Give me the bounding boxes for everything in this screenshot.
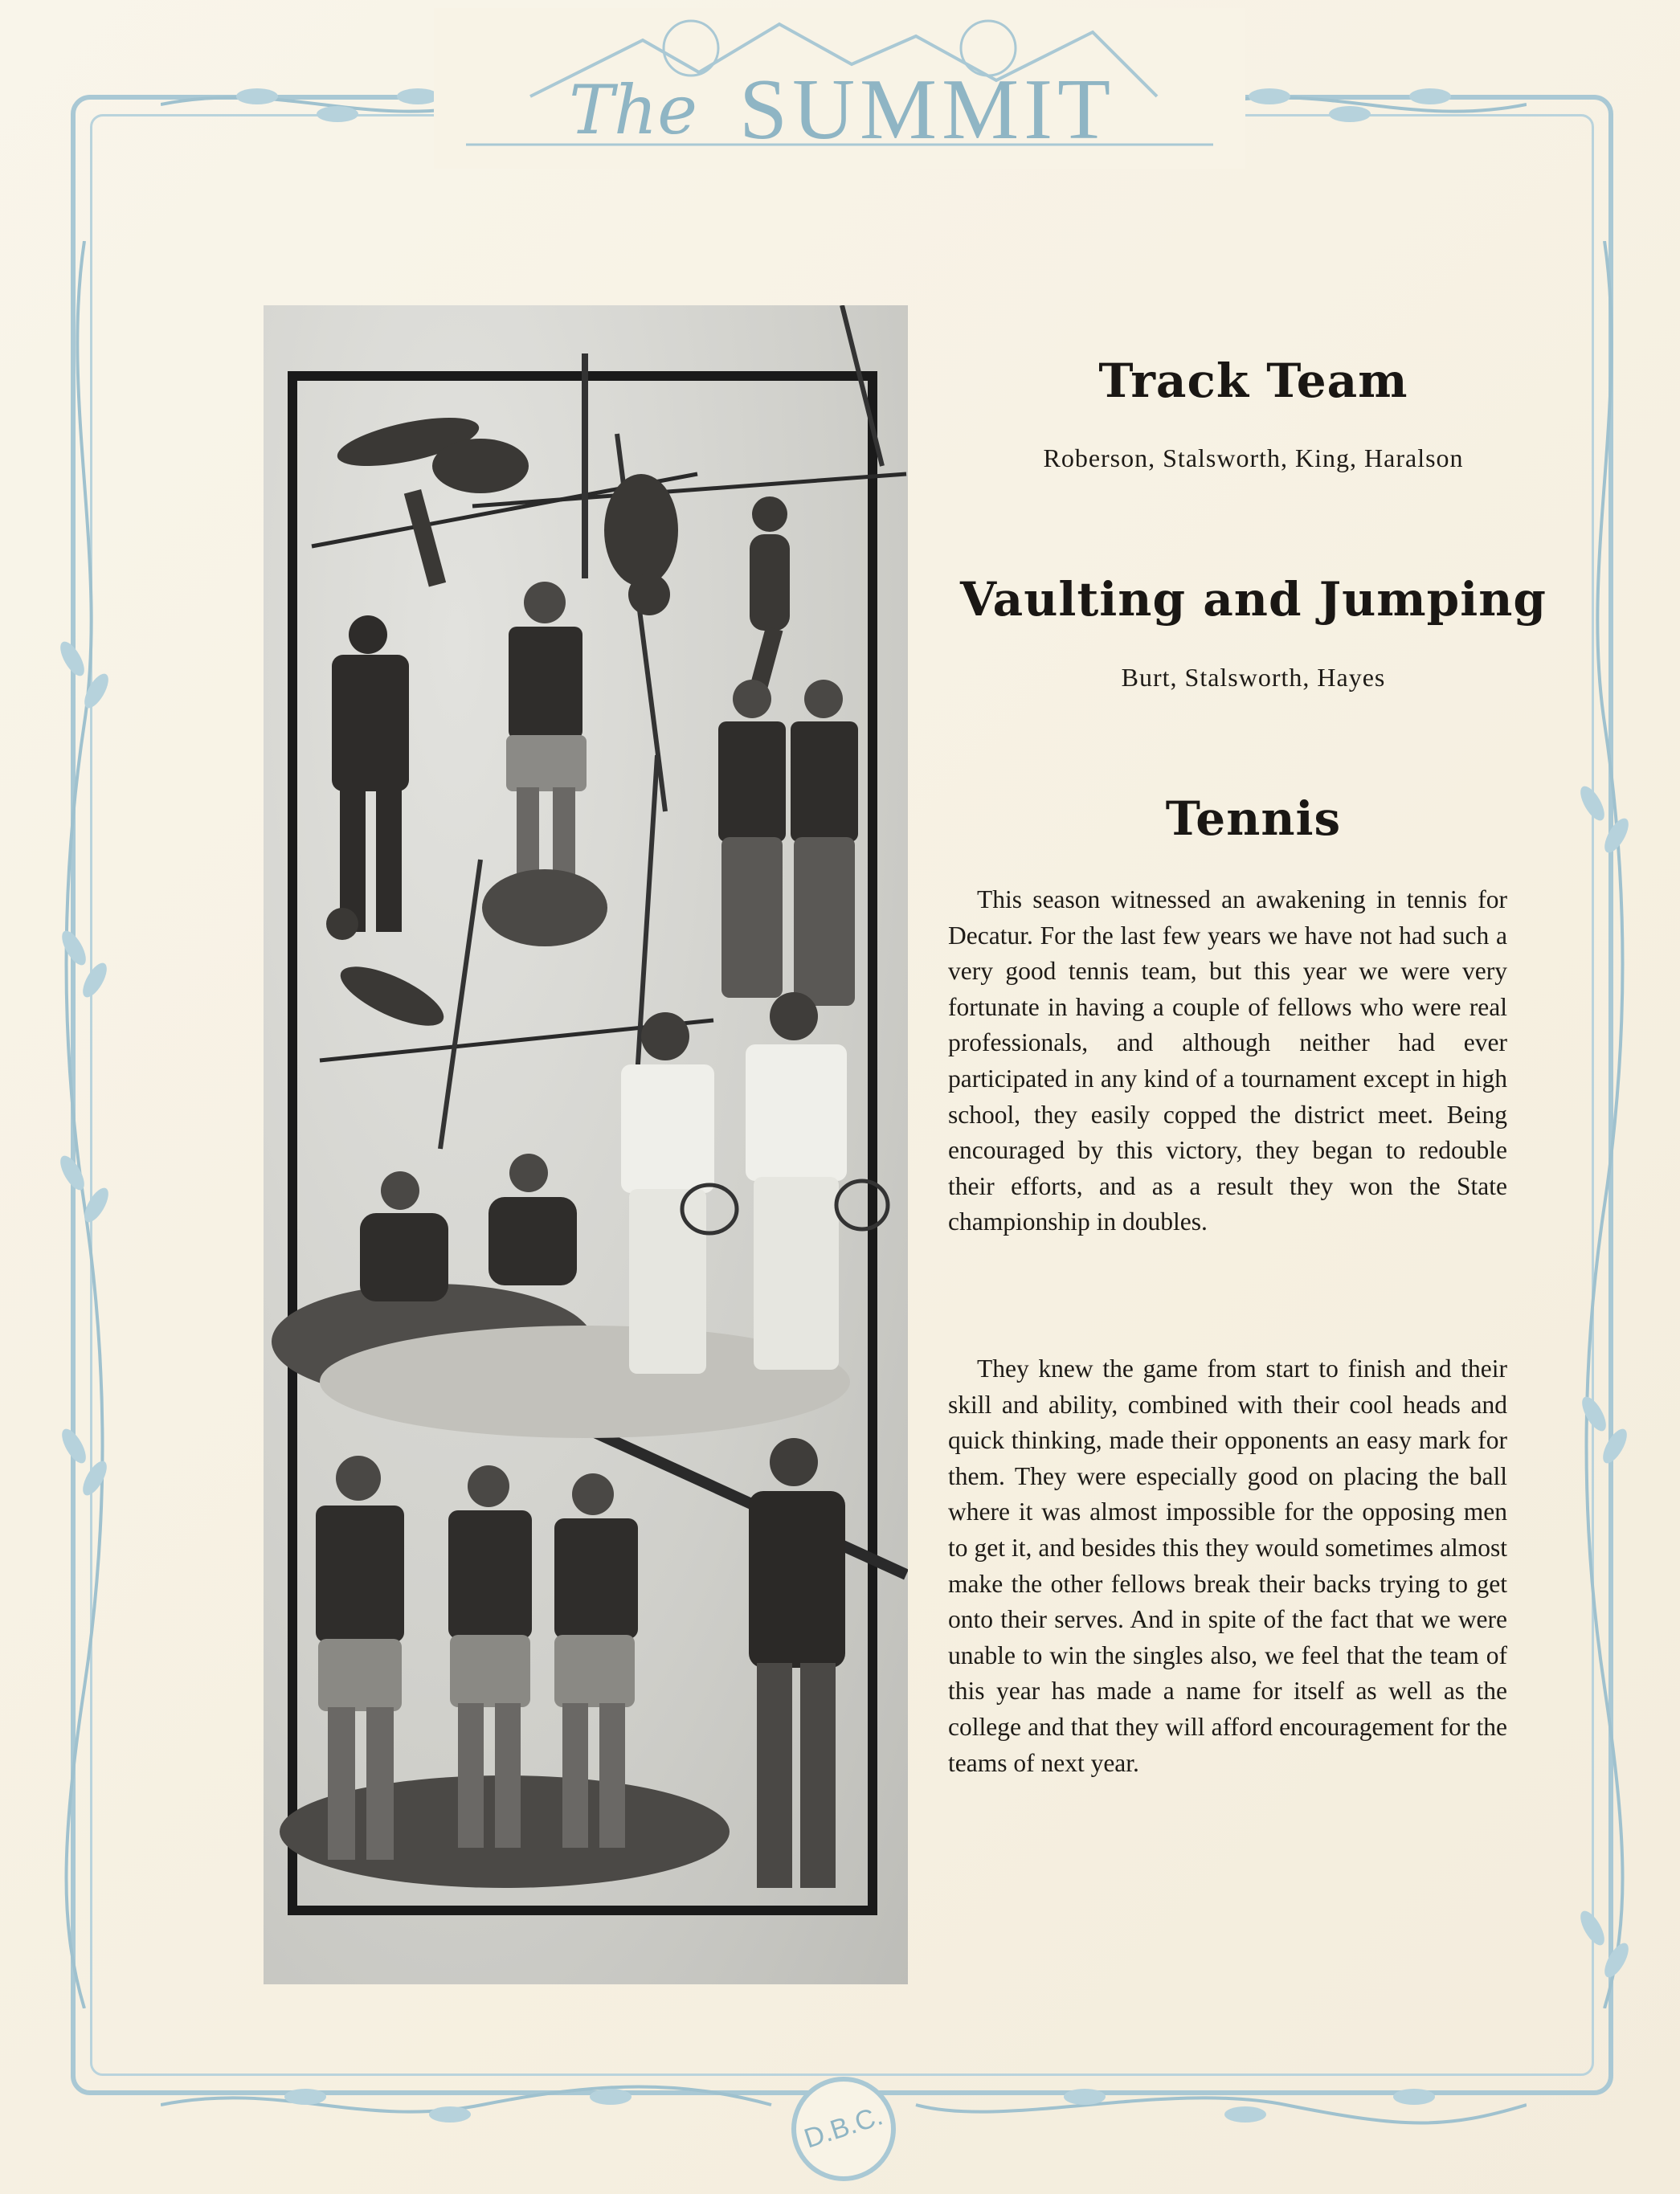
masthead: [434, 8, 1245, 169]
track-team-heading: Track Team: [1098, 353, 1408, 408]
dbc-seal: [791, 2077, 896, 2181]
tennis-heading: Tennis: [1165, 791, 1342, 846]
athletes-photo: [264, 305, 908, 1984]
tennis-paragraph-1: This season witnessed an awakening in tennis for Decatur. For the last few years we have not had such a very good tennis team, but this year we were very fortunate in having a couple of fellows who were real professionals, and although neither had ever participated in any kind of a tournament except in high school, they easily copped the district meet. Being encouraged by this victory, they began to redouble their efforts, and as a result they won the State championship in doubles.: [948, 885, 1507, 1236]
vaulting-names: Burt, Stalsworth, Hayes: [1121, 663, 1386, 692]
seal-text: D.B.C.: [800, 2100, 887, 2155]
track-team-names: Roberson, Stalsworth, King, Haralson: [1043, 443, 1464, 472]
vaulting-heading: Vaulting and Jumping: [960, 572, 1547, 627]
left-vine-ornament: [56, 241, 112, 2008]
masthead-title: SUMMIT: [739, 62, 1116, 157]
athletics-photo-collage: [264, 305, 908, 1984]
tennis-paragraph-2: They knew the game from start to finish and their skill and ability, combined with their cool heads and quick thinking, made their opponents an easy mark for them. They were especially good on placing the ball where it was almost impossible for the opposing men to get it, and besides this they would sometimes almost make the other fellows break their backs trying to get onto their serves. And in spite of the fact that we were unable to win the singles also, we feel that the team of this year has made a name for itself as well as the college and that they will afford encouragement for the teams of next year.: [948, 1354, 1507, 1777]
masthead-the: The: [569, 71, 697, 149]
right-vine-ornament: [1576, 241, 1633, 2008]
